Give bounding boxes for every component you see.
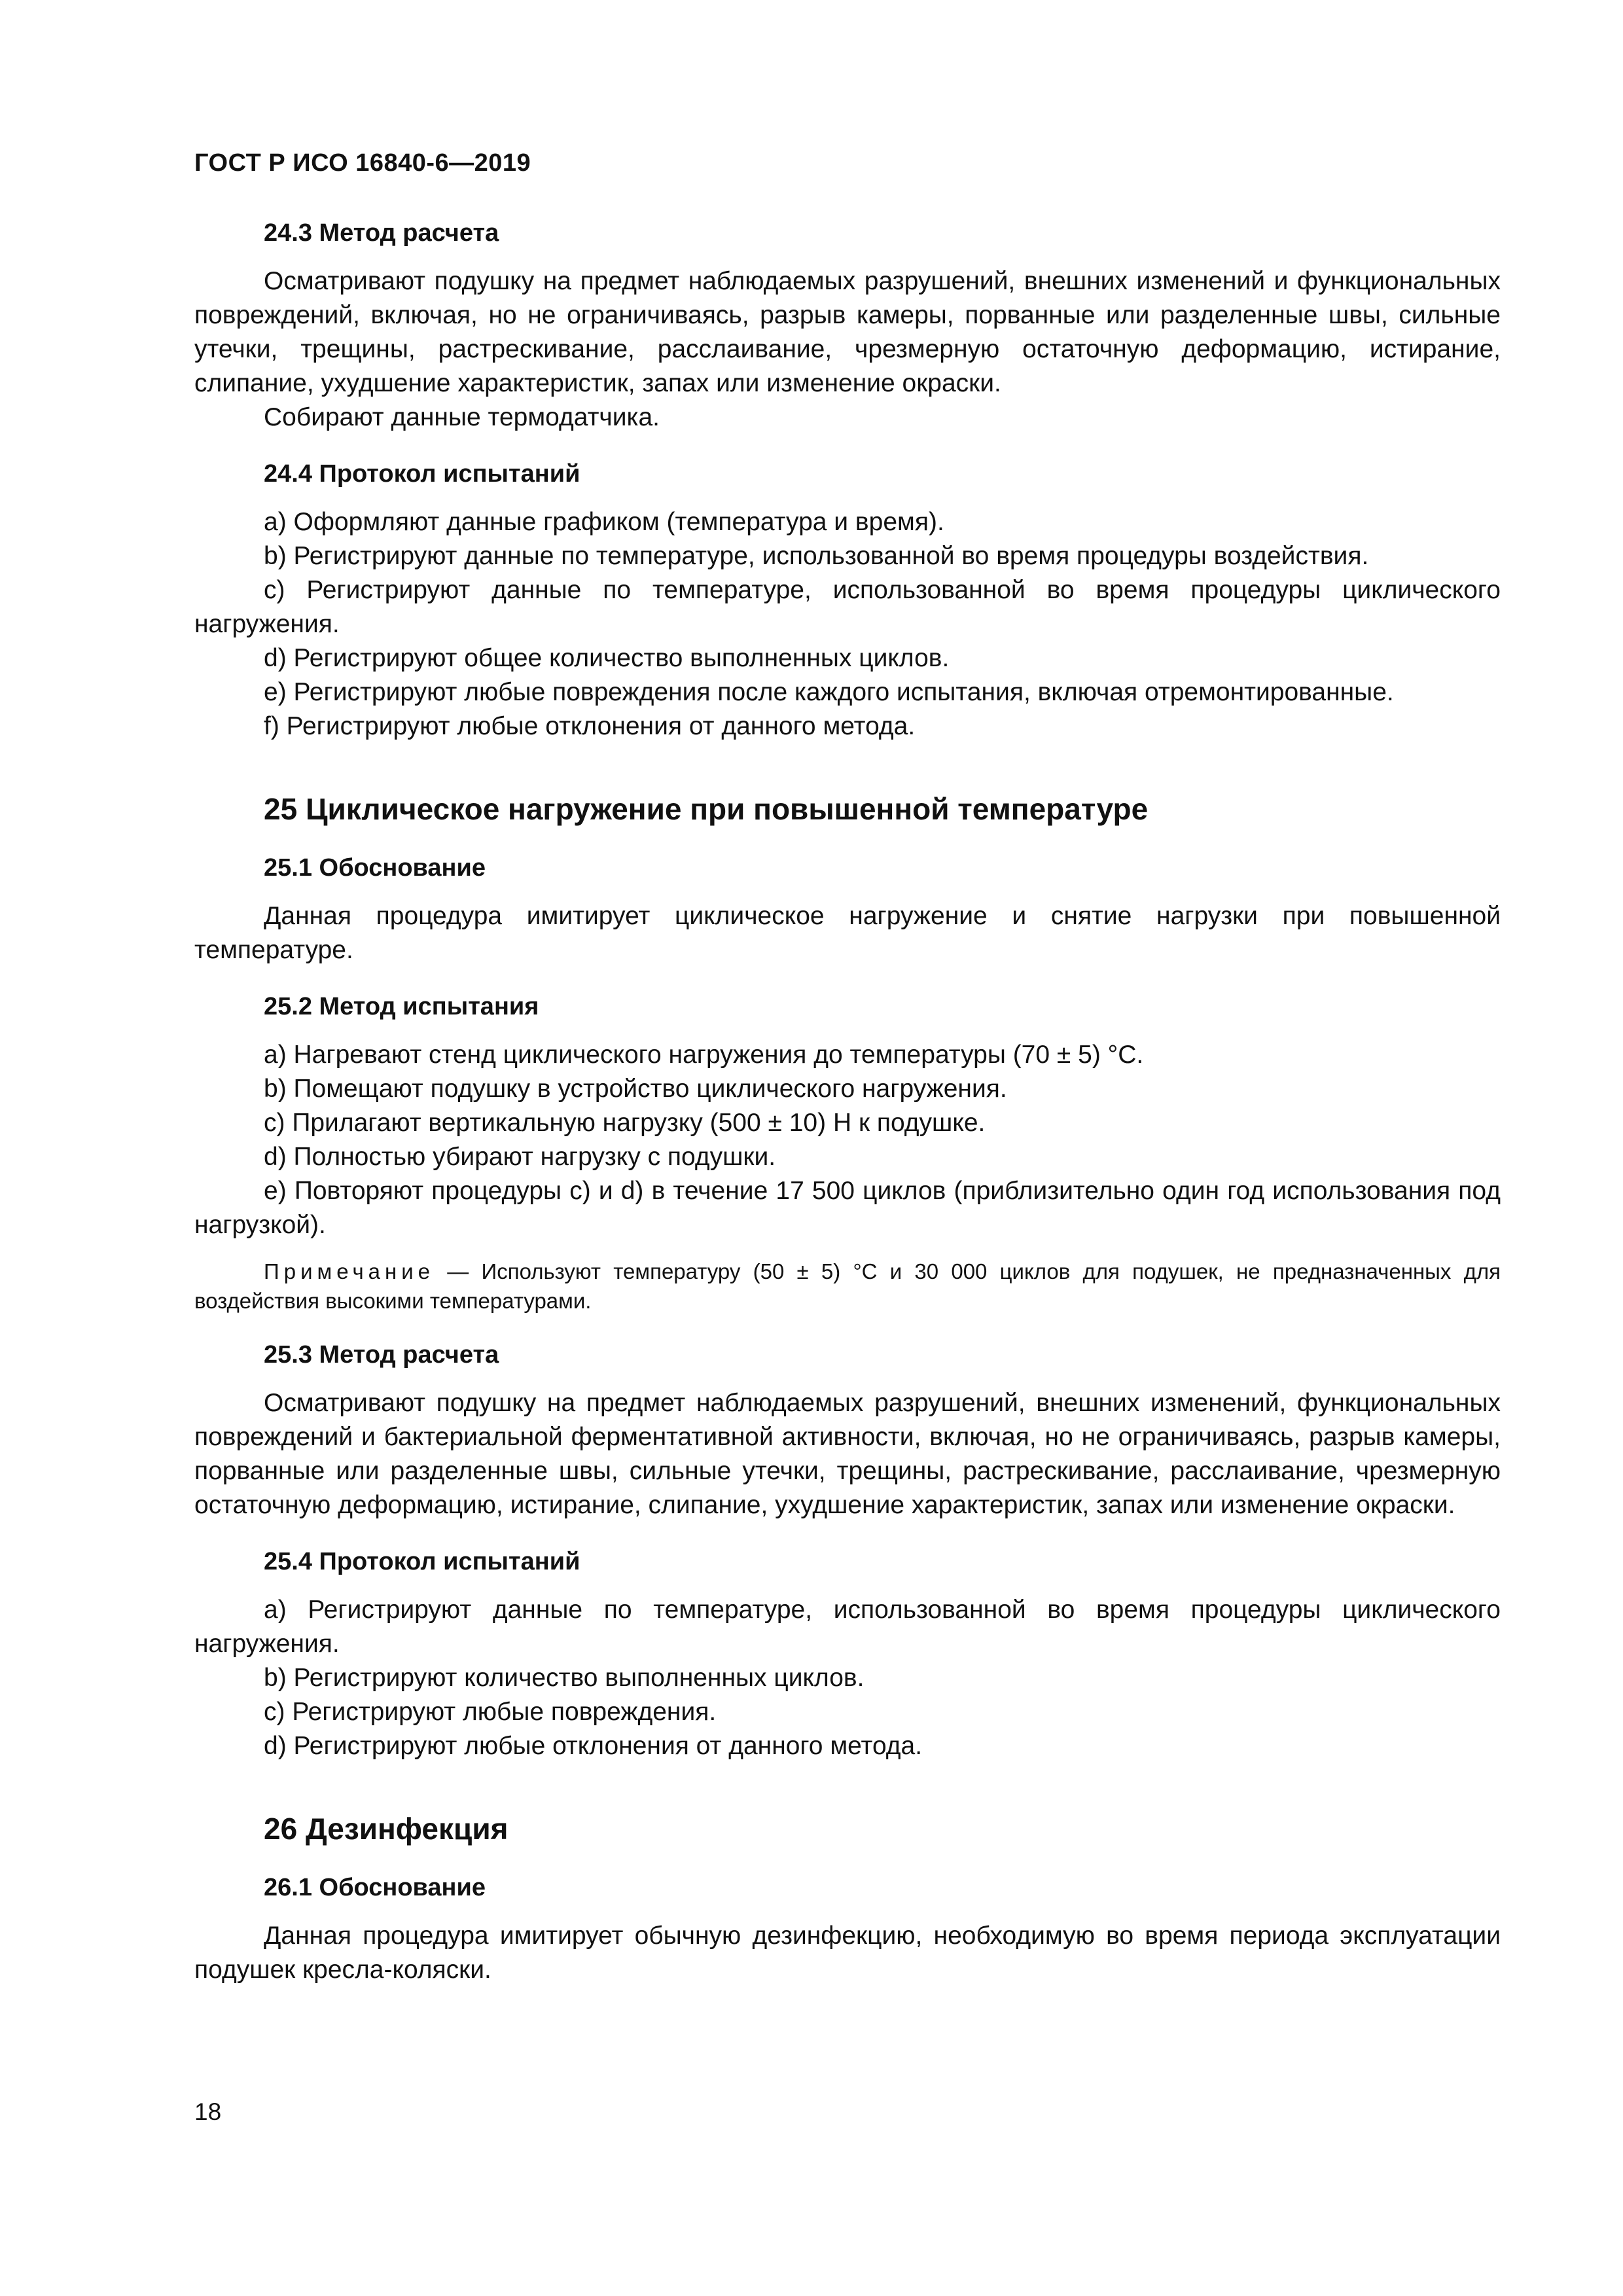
list-item-25-4-b: b) Регистрируют количество выполненных циклов. [264,1664,865,1692]
document-header: ГОСТ Р ИСО 16840-6—2019 [194,149,531,177]
list-item-25-2-d: d) Полностью убирают нагрузку с подушки. [264,1143,776,1171]
note-25-2 [194,1257,1501,1316]
subsection-title-25-4: 25.4 Протокол испытаний [264,1548,580,1575]
document-body [194,216,1501,1987]
subsection-title-24-4: 24.4 Протокол испытаний [264,460,580,488]
list-item-25-2-e: e) Повторяют процедуры c) и d) в течение 17 500 циклов (приблизительно один год использования под нагрузкой). [194,1177,1501,1239]
paragraph-25-1-1: Данная процедура имитирует циклическое нагружение и снятие нагрузки при повышенной температуре. [194,902,1501,964]
section-title-26: 26 Дезинфекция [264,1812,508,1846]
paragraph-26-1-1: Данная процедура имитирует обычную дезинфекцию, необходимую во время периода эксплуатации подушек кресла-коляски. [194,1922,1501,1984]
subsection-title-25-1: 25.1 Обоснование [264,854,486,882]
paragraph-24-3-1: Осматривают подушку на предмет наблюдаемых разрушений, внешних изменений и функциональных повреждений, включая, но не ограничиваясь, разрыв камеры, порванные или разделенные швы, сильные утечки, трещины, растрескивание, расслаивание, чрезмерную остаточную деформацию, истирание, слипание, ухудшение характеристик, запах или изменение окраски. [194,267,1501,397]
list-item-24-4-b: b) Регистрируют данные по температуре, использованной во время процедуры воздействия. [264,542,1369,570]
list-item-24-4-c: c) Регистрируют данные по температуре, использованной во время процедуры циклического нагружения. [194,576,1501,638]
paragraph-25-3-1: Осматривают подушку на предмет наблюдаемых разрушений, внешних изменений, функциональных повреждений и бактериальной ферментативной активности, включая, но не ограничиваясь, разрыв камеры, порванные или разделенные швы, сильные утечки, трещины, растрескивание, расслаивание, чрезмерную остаточную деформацию, истирание, слипание, ухудшение характеристик, запах или изменение окраски. [194,1389,1501,1519]
note-text: — Используют температуру (50 ± 5) °С и 30 000 циклов для подушек, не предназначенных для воздействия высокими температурами. [194,1259,1501,1313]
page-number: 18 [194,2098,222,2125]
list-item-25-2-a: а) Нагревают стенд циклического нагружения до температуры (70 ± 5) °С. [264,1041,1144,1069]
list-item-25-2-b: b) Помещают подушку в устройство циклического нагружения. [264,1075,1007,1103]
list-item-24-4-f: f) Регистрируют любые отклонения от данного метода. [264,712,916,740]
list-item-25-4-a: а) Регистрируют данные по температуре, использованной во время процедуры циклического нагружения. [194,1596,1501,1658]
note-label: Примечание [264,1259,435,1283]
subsection-title-24-3: 24.3 Метод расчета [264,219,499,247]
subsection-title-25-2: 25.2 Метод испытания [264,993,539,1020]
list-item-25-4-d: d) Регистрируют любые отклонения от данного метода. [264,1732,923,1760]
subsection-title-25-3: 25.3 Метод расчета [264,1341,499,1369]
list-item-24-4-d: d) Регистрируют общее количество выполненных циклов. [264,644,950,672]
subsection-title-26-1: 26.1 Обоснование [264,1874,486,1901]
list-item-25-2-c: c) Прилагают вертикальную нагрузку (500 ± 10) Н к подушке. [264,1109,986,1137]
paragraph-24-3-2: Собирают данные термодатчика. [264,403,660,431]
list-item-24-4-e: e) Регистрируют любые повреждения после каждого испытания, включая отремонтированные. [264,678,1394,706]
section-title-25: 25 Циклическое нагружение при повышенной температуре [264,792,1149,826]
list-item-25-4-c: c) Регистрируют любые повреждения. [264,1698,717,1726]
list-item-24-4-a: а) Оформляют данные графиком (температура и время). [264,508,944,536]
